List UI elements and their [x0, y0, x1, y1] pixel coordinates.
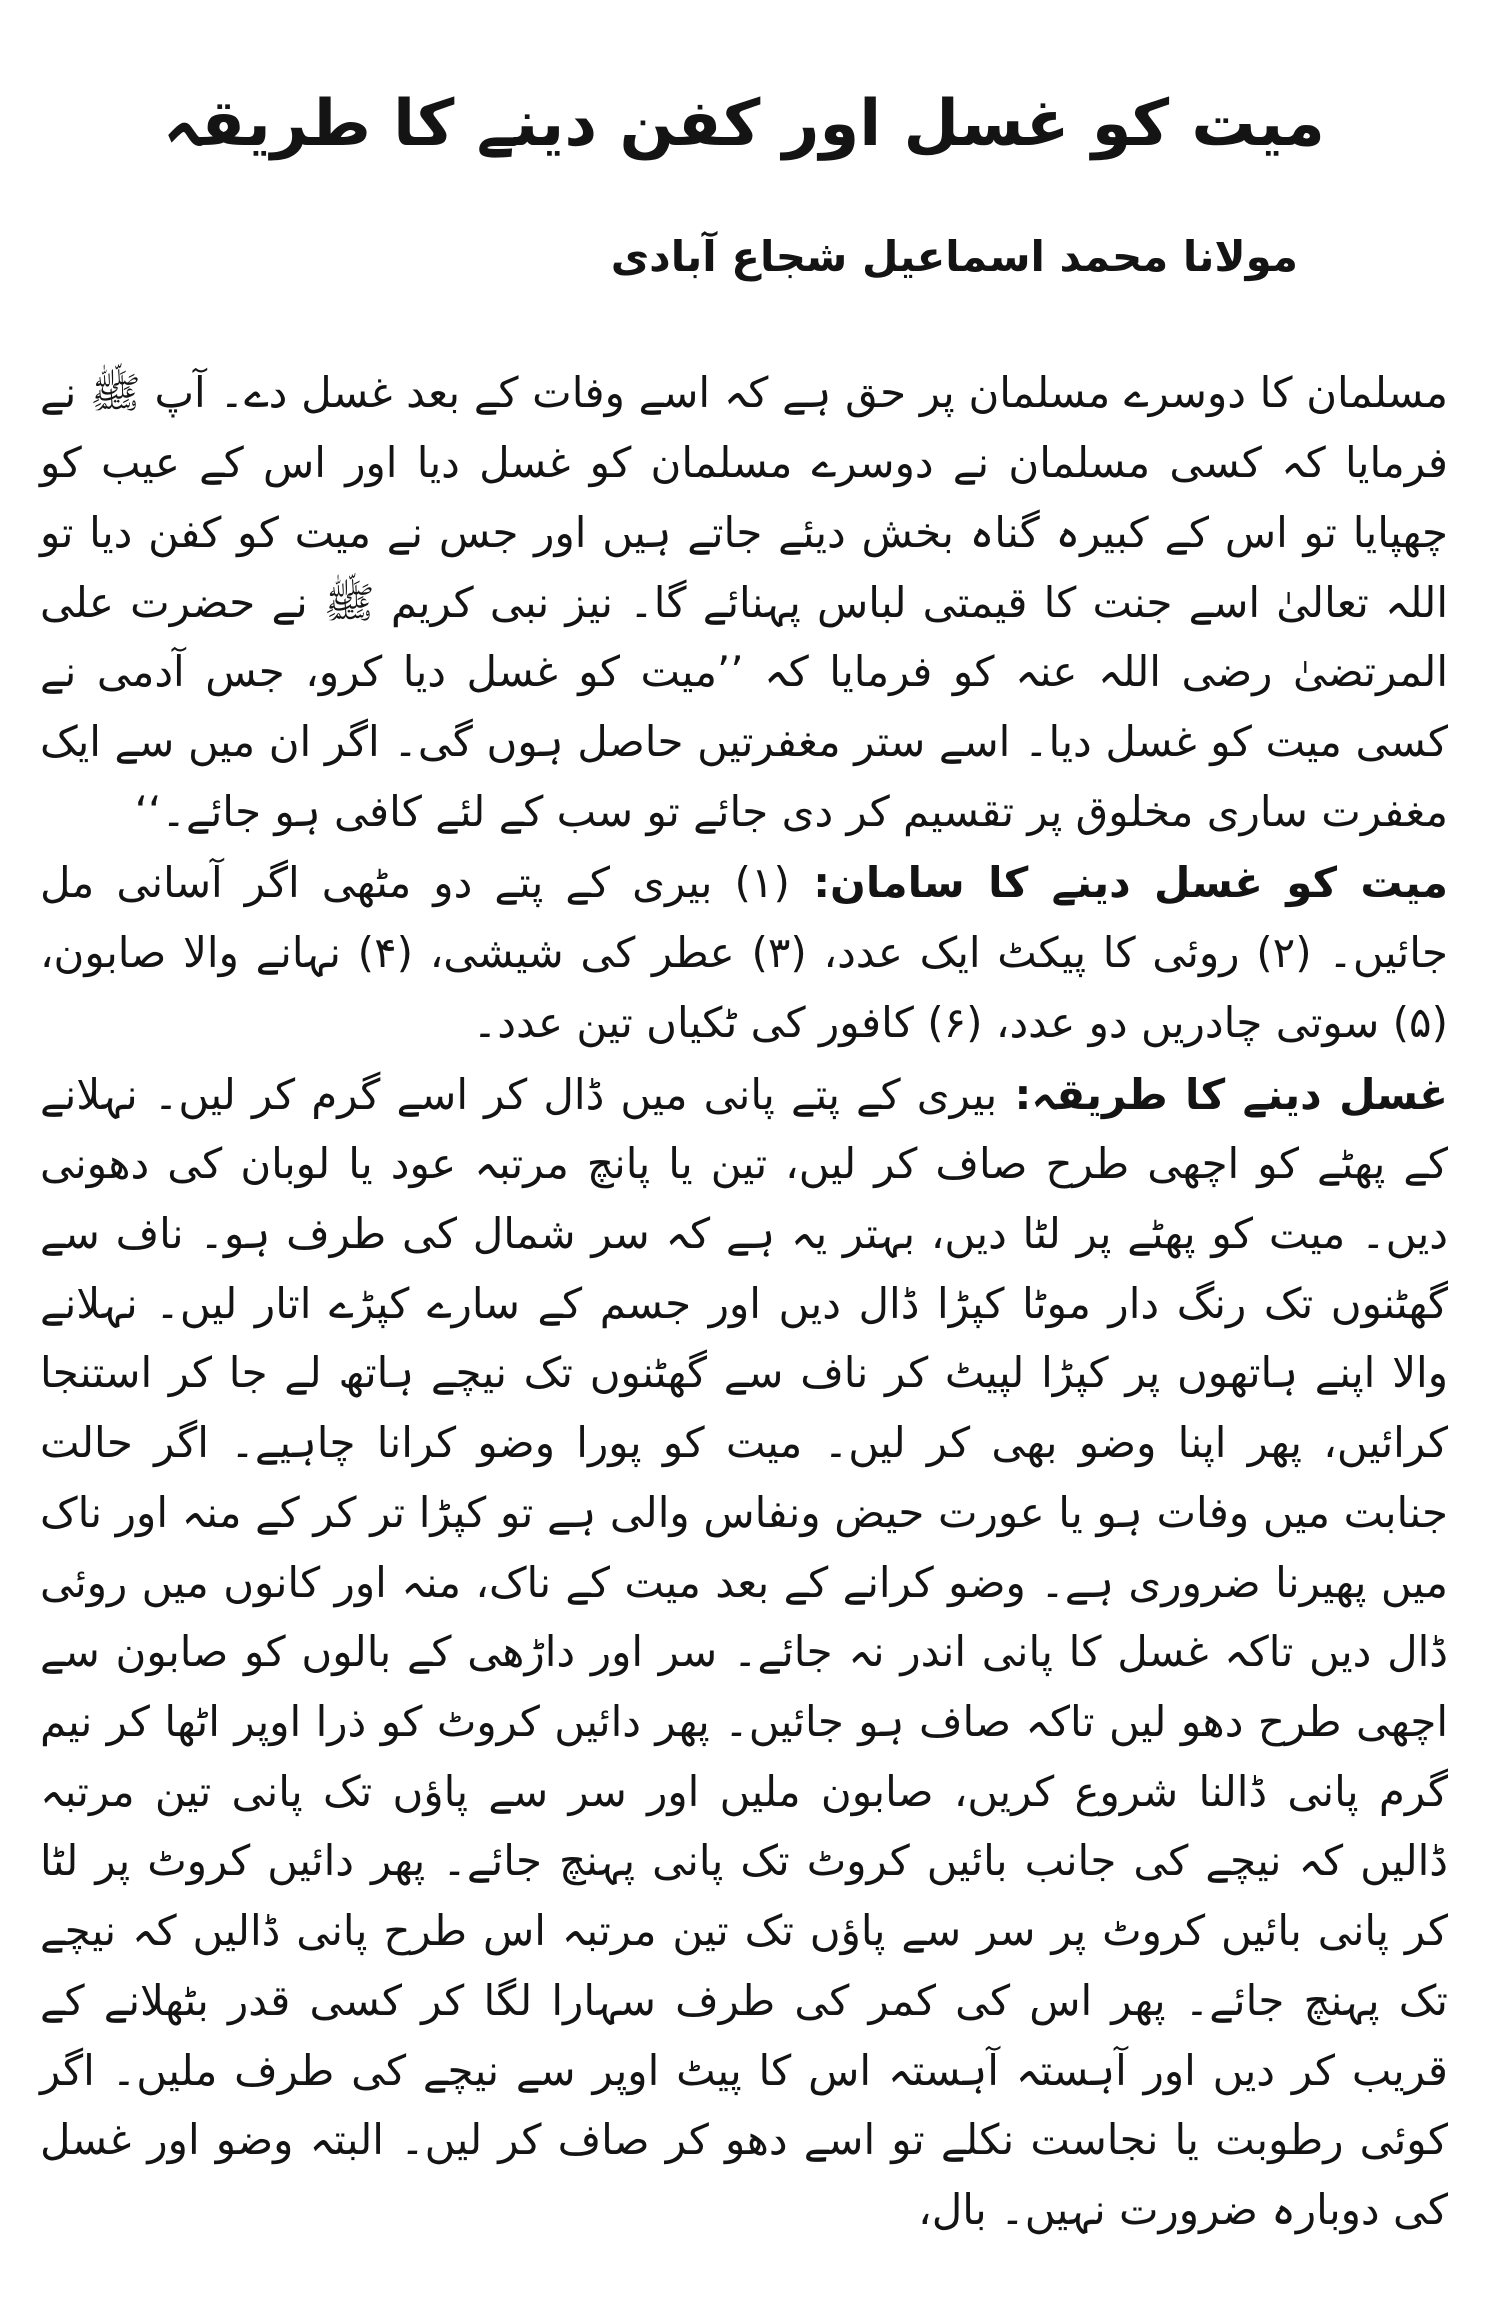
paragraph-text: (۱) بیری کے پتے دو مٹھی اگر آسانی مل جائیں۔ (۲) روئی کا پیکٹ ایک عدد، (۳) عطر کی شیشی، (۴) نہانے والا صابون، (۵) سوتی چادریں دو عدد، (۶) کافور کی ٹکیاں تین عدد۔ [40, 858, 1449, 1047]
paragraph-text: مسلمان کا دوسرے مسلمان پر حق ہے کہ اسے وفات کے بعد غسل دے۔ آپ ﷺ نے فرمایا کہ کسی مسلمان نے دوسرے مسلمان کو غسل دیا اور اس کے عیب کو چھپایا تو اس کے کبیرہ گناہ بخش دیئے جاتے ہیں اور جس نے میت کو کفن دیا تو اللہ تعالیٰ اسے جنت کا قیمتی لباس پہنائے گا۔ نیز نبی کریم ﷺ نے حضرت علی المرتضیٰ رضی اللہ عنہ کو فرمایا کہ ’’میت کو غسل دیا کرو، جس آدمی نے کسی میت کو غسل دیا۔ اسے ستر مغفرتیں حاصل ہوں گی۔ اگر ان میں سے ایک مغفرت ساری مخلوق پر تقسیم کر دی جائے تو سب کے لئے کافی ہو جائے۔‘‘ [40, 368, 1448, 836]
paragraph-heading: غسل دینے کا طریقہ: [997, 1069, 1448, 1119]
paragraph-supplies [40, 848, 1448, 1057]
author-byline: مولانا محمد اسماعیل شجاع آبادی [610, 231, 1298, 281]
article-title: میت کو غسل اور کفن دینے کا طریقہ [163, 87, 1325, 161]
paragraph-intro [40, 358, 1448, 846]
paragraph-text: بیری کے پتے پانی میں ڈال کر اسے گرم کر لیں۔ نہلانے کے پھٹے کو اچھی طرح صاف کر لیں، تین یا پانچ مرتبہ عود یا لوبان کی دھونی دیں۔ میت کو پھٹے پر لٹا دیں، بہتر یہ ہے کہ سر شمال کی طرف ہو۔ ناف سے گھٹنوں تک رنگ دار موٹا کپڑا ڈال دیں اور جسم کے سارے کپڑے اتار لیں۔ نہلانے والا اپنے ہاتھوں پر کپڑا لپیٹ کر ناف سے گھٹنوں تک نیچے ہاتھ لے جا کر استنجا کرائیں، پھر اپنا وضو بھی کر لیں۔ میت کو پورا وضو کرانا چاہیے۔ اگر حالت جنابت میں وفات ہو یا عورت حیض ونفاس والی ہے تو کپڑا تر کر کے منہ اور ناک میں پھیرنا ضروری ہے۔ وضو کرانے کے بعد میت کے ناک، منہ اور کانوں میں روئی ڈال دیں تاکہ غسل کا پانی اندر نہ جائے۔ سر اور داڑھی کے بالوں کو صابون سے اچھی طرح دھو لیں تاکہ صاف ہو جائیں۔ پھر دائیں کروٹ کو ذرا اوپر اٹھا کر نیم گرم پانی ڈالنا شروع کریں، صابون ملیں اور سر سے پاؤں تک پانی تین مرتبہ ڈالیں کہ نیچے کی جانب بائیں کروٹ تک پانی پہنچ جائے۔ پھر دائیں کروٹ پر لٹا کر پانی بائیں کروٹ پر سر سے پاؤں تک تین مرتبہ اس طرح پانی ڈالیں کہ نیچے تک پہنچ جائے۔ پھر اس کی کمر کی طرف سہارا لگا کر کسی قدر بٹھلانے کے قریب کر دیں اور آہستہ آہستہ اس کا پیٹ اوپر سے نیچے کی طرف ملیں۔ اگر کوئی رطوبت یا نجاست نکلے تو اسے دھو کر صاف کر لیں۔ البتہ وضو اور غسل کی دوبارہ ضرورت نہیں۔ بال، [40, 1069, 1448, 2235]
paragraph-heading: میت کو غسل دینے کا سامان: [789, 858, 1448, 908]
paragraph-method [40, 1060, 1448, 2245]
